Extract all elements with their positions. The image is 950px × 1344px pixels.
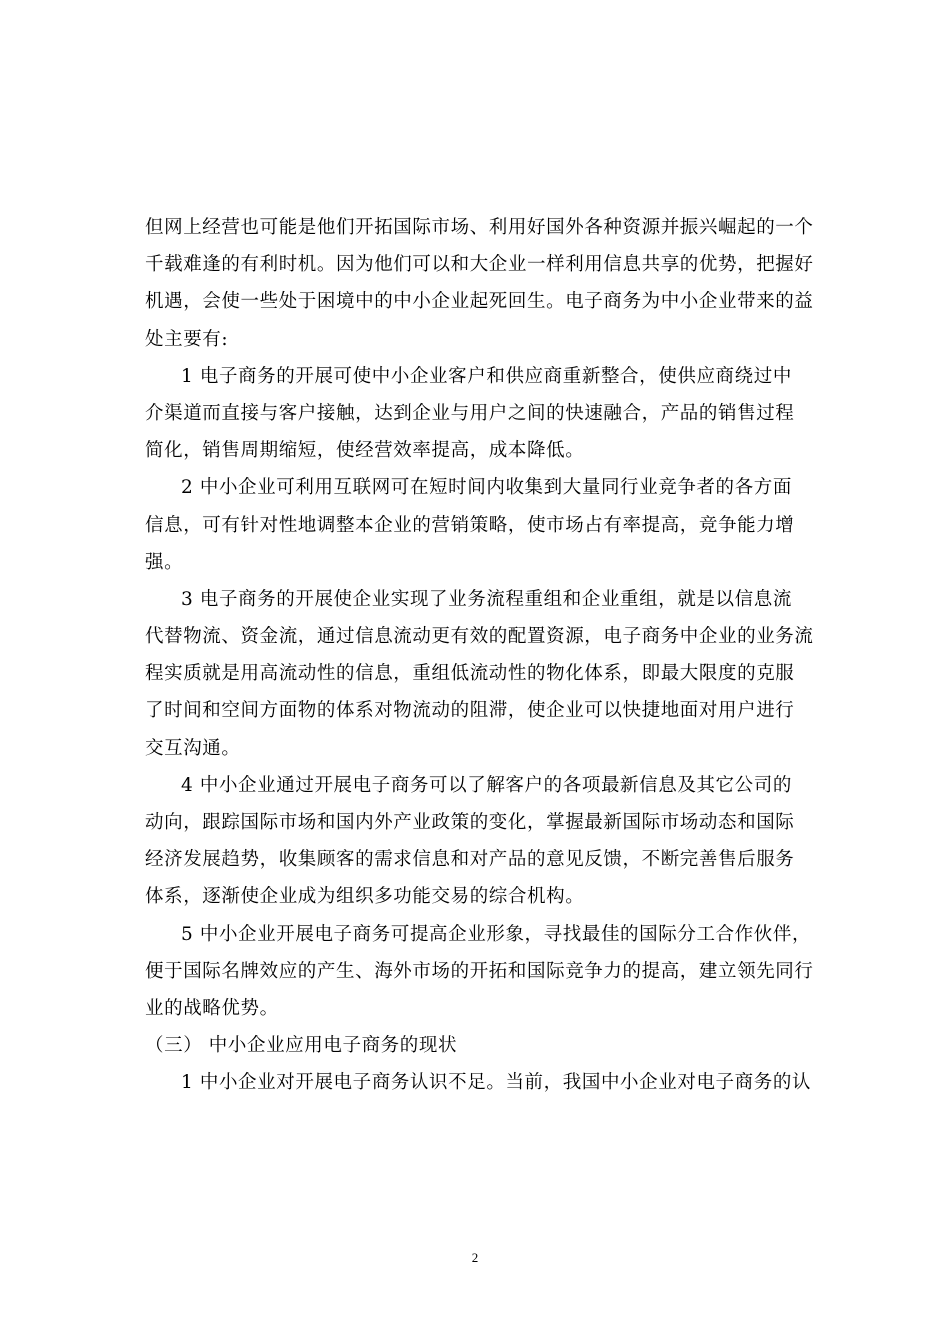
text-line: 1 中小企业对开展电子商务认识不足。当前，我国中小企业对电子商务的认 <box>181 1072 812 1094</box>
text-line: 但网上经营也可能是他们开拓国际市场、利用好国外各种资源并振兴崛起的一个 <box>145 217 814 238</box>
text-line: 便于国际名牌效应的产生、海外市场的开拓和国际竞争力的提高，建立领先同行 <box>145 960 814 982</box>
text-line: 介渠道而直接与客户接触，达到企业与用户之间的快速融合，产品的销售过程 <box>145 402 795 424</box>
text-line: 信息，可有针对性地调整本企业的营销策略，使市场占有率提高，竞争能力增 <box>145 514 795 536</box>
text-line: 代替物流、资金流，通过信息流动更有效的配置资源，电子商务中企业的业务流 <box>145 626 814 648</box>
text-line: 强。 <box>145 551 184 573</box>
page-number: 2 <box>471 1250 479 1265</box>
text-line: 2 中小企业可利用互联网可在短时间内收集到大量同行业竞争者的各方面 <box>181 477 792 499</box>
text-line: 简化，销售周期缩短，使经营效率提高，成本降低。 <box>145 440 585 462</box>
text-line: （三） 中小企业应用电子商务的现状 <box>145 1035 458 1057</box>
text-line: 动向，跟踪国际市场和国内外产业政策的变化，掌握最新国际市场动态和国际 <box>145 812 795 833</box>
text-line: 处主要有: <box>145 328 229 350</box>
text-line: 程实质就是用高流动性的信息，重组低流动性的物化体系，即最大限度的克服 <box>145 663 795 685</box>
text-line: 经济发展趋势，收集顾客的需求信息和对产品的意见反馈，不断完善售后服务 <box>145 849 795 871</box>
text-line: 机遇，会使一些处于困境中的中小企业起死回生。电子商务为中小企业带来的益 <box>145 291 814 313</box>
document-body <box>145 209 814 1102</box>
text-line: 交互沟通。 <box>145 737 241 759</box>
text-line: 1 电子商务的开展可使中小企业客户和供应商重新整合，使供应商绕过中 <box>181 365 792 387</box>
text-line: 5 中小企业开展电子商务可提高企业形象，寻找最佳的国际分工合作伙伴， <box>181 923 812 945</box>
text-line: 3 电子商务的开展使企业实现了业务流程重组和企业重组，就是以信息流 <box>181 588 792 610</box>
text-line: 业的战略优势。 <box>145 997 279 1019</box>
text-line: 千载难逢的有利时机。因为他们可以和大企业一样利用信息共享的优势，把握好 <box>145 254 814 276</box>
text-line: 了时间和空间方面物的体系对物流动的阻滞，使企业可以快捷地面对用户进行 <box>145 700 795 722</box>
text-line: 体系，逐渐使企业成为组织多功能交易的综合机构。 <box>145 886 585 908</box>
text-line: 4 中小企业通过开展电子商务可以了解客户的各项最新信息及其它公司的 <box>181 774 792 796</box>
